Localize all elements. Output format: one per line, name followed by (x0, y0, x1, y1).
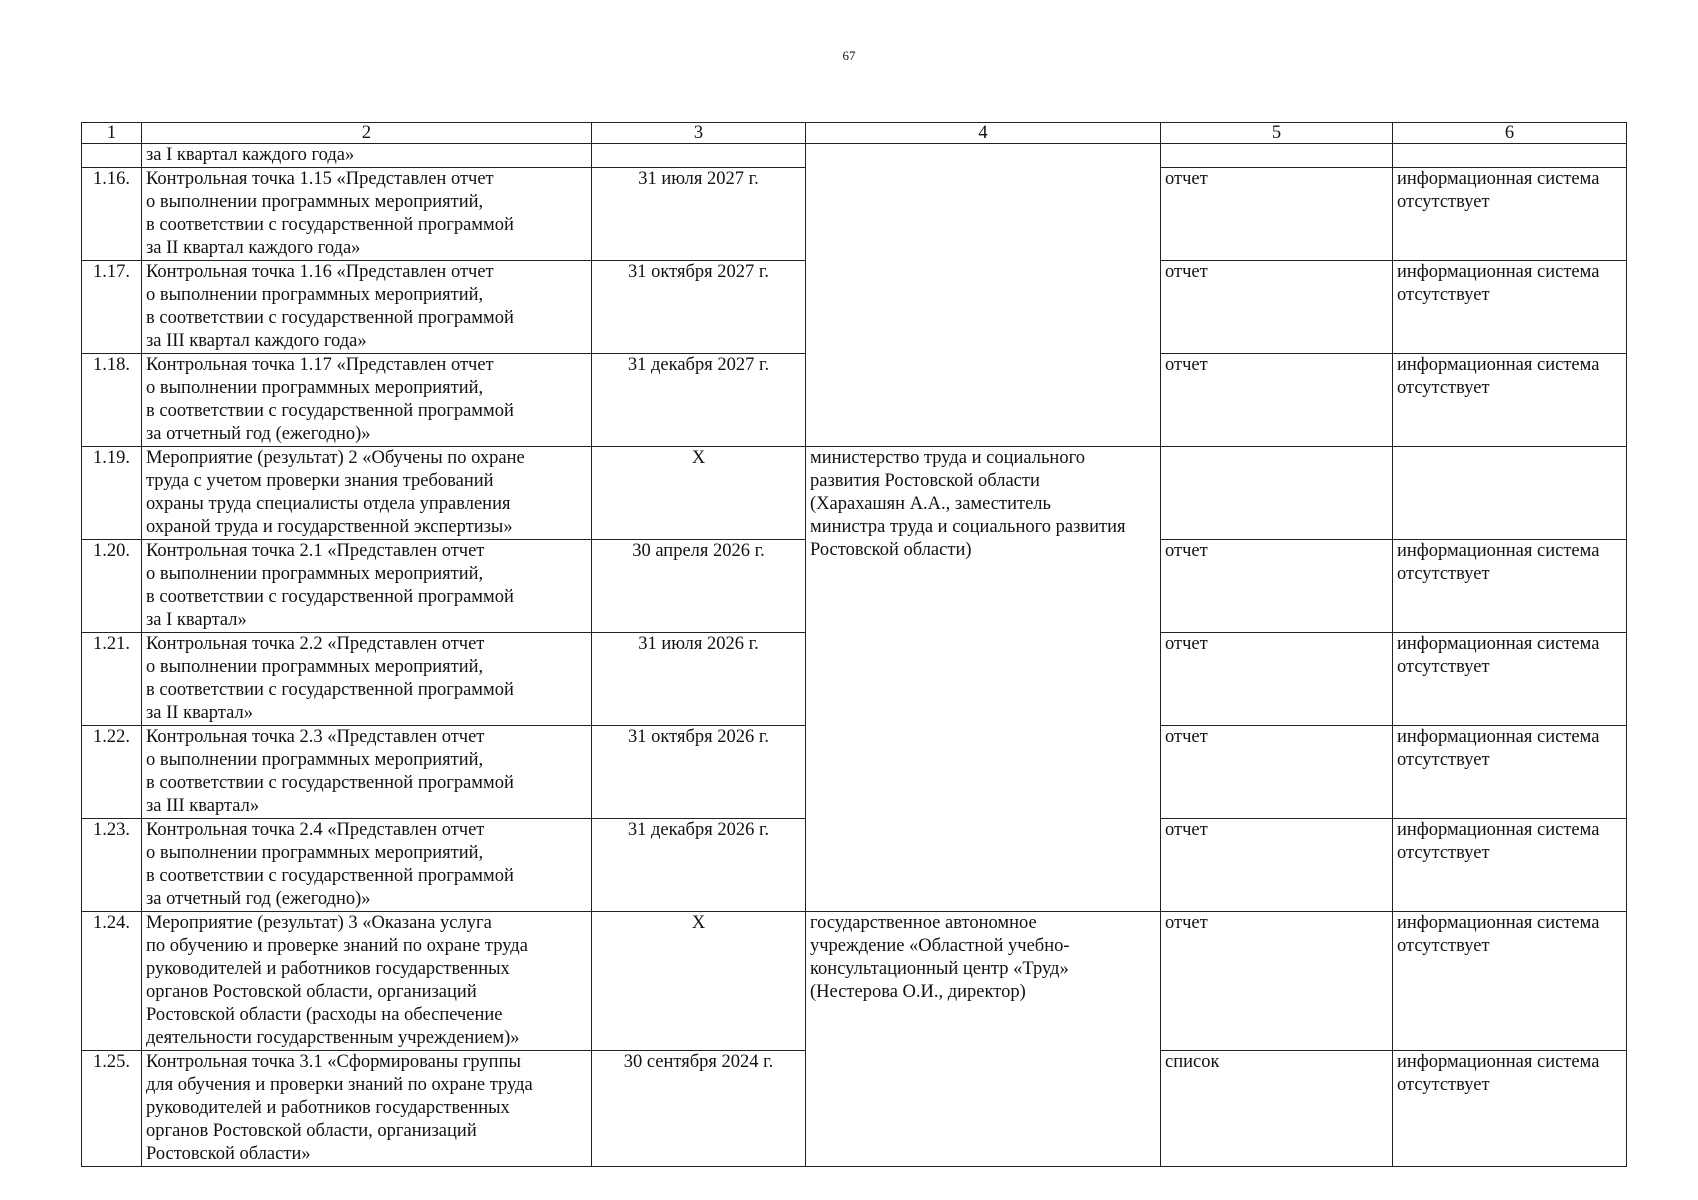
column-header: 3 (592, 123, 806, 144)
deadline-date: 30 сентября 2024 г. (592, 1051, 806, 1167)
information-system: информационная система отсутствует (1393, 633, 1627, 726)
row-number: 1.19. (82, 447, 142, 540)
row-number: 1.17. (82, 261, 142, 354)
information-system: информационная система отсутствует (1393, 726, 1627, 819)
document-type: отчет (1161, 819, 1393, 912)
information-system (1393, 447, 1627, 540)
document-type: отчет (1161, 633, 1393, 726)
information-system: информационная система отсутствует (1393, 819, 1627, 912)
table-row (82, 447, 1627, 540)
measure-description: Мероприятие (результат) 2 «Обучены по охране труда с учетом проверки знания требований охраны труда специалисты отдела управления охраной труда и государственной экспертизы» (142, 447, 592, 540)
responsible-executor: государственное автономное учреждение «Областной учебно- консультационный центр «Труд» (Нестерова О.И., директор) (806, 912, 1161, 1167)
row-number: 1.24. (82, 912, 142, 1051)
information-system: информационная система отсутствует (1393, 354, 1627, 447)
row-number: 1.23. (82, 819, 142, 912)
deadline-date: 31 октября 2026 г. (592, 726, 806, 819)
deadline-date: 31 декабря 2026 г. (592, 819, 806, 912)
deadline-date: 31 декабря 2027 г. (592, 354, 806, 447)
information-system: информационная система отсутствует (1393, 261, 1627, 354)
responsible-cell-empty (806, 144, 1161, 447)
information-system: информационная система отсутствует (1393, 912, 1627, 1051)
document-cell (1161, 144, 1393, 168)
row-number: 1.21. (82, 633, 142, 726)
measures-table (81, 122, 1627, 1167)
measure-description: Мероприятие (результат) 3 «Оказана услуга по обучению и проверке знаний по охране труда руководителей и работников государственных органов Ростовской области, организаций Ростовской области (расходы на обеспечение деятельности государственным учреждением)» (142, 912, 592, 1051)
information-system: информационная система отсутствует (1393, 1051, 1627, 1167)
document-type: отчет (1161, 168, 1393, 261)
row-number: 1.22. (82, 726, 142, 819)
responsible-executor: министерство труда и социального развития Ростовской области (Харахашян А.А., заместитель министра труда и социального развития Ростовской области) (806, 447, 1161, 912)
system-cell (1393, 144, 1627, 168)
column-header: 1 (82, 123, 142, 144)
measure-description: Контрольная точка 2.4 «Представлен отчет о выполнении программных мероприятий, в соответствии с государственной программой за отчетный год (ежегодно)» (142, 819, 592, 912)
column-header: 2 (142, 123, 592, 144)
measure-description: Контрольная точка 2.1 «Представлен отчет о выполнении программных мероприятий, в соответствии с государственной программой за I квартал» (142, 540, 592, 633)
deadline-date: 31 июля 2026 г. (592, 633, 806, 726)
deadline-date: 30 апреля 2026 г. (592, 540, 806, 633)
table-row (82, 912, 1627, 1051)
deadline-date: Х (592, 912, 806, 1051)
document-type: отчет (1161, 540, 1393, 633)
document-type: отчет (1161, 726, 1393, 819)
measure-description: Контрольная точка 3.1 «Сформированы группы для обучения и проверки знаний по охране труда руководителей и работников государственных органов Ростовской области, организаций Ростовской области» (142, 1051, 592, 1167)
continuation-row (82, 144, 1627, 168)
information-system: информационная система отсутствует (1393, 168, 1627, 261)
column-header: 6 (1393, 123, 1627, 144)
measure-description: Контрольная точка 1.15 «Представлен отчет о выполнении программных мероприятий, в соответствии с государственной программой за II квартал каждого года» (142, 168, 592, 261)
measure-description: Контрольная точка 2.2 «Представлен отчет о выполнении программных мероприятий, в соответствии с государственной программой за II квартал» (142, 633, 592, 726)
document-type: список (1161, 1051, 1393, 1167)
information-system: информационная система отсутствует (1393, 540, 1627, 633)
column-header: 4 (806, 123, 1161, 144)
page-number: 67 (842, 48, 856, 63)
row-number: 1.20. (82, 540, 142, 633)
row-number: 1.25. (82, 1051, 142, 1167)
column-header: 5 (1161, 123, 1393, 144)
deadline-date: 31 июля 2027 г. (592, 168, 806, 261)
row-number: 1.18. (82, 354, 142, 447)
deadline-date: Х (592, 447, 806, 540)
document-type: отчет (1161, 354, 1393, 447)
header-row (82, 123, 1627, 144)
deadline-date: 31 октября 2027 г. (592, 261, 806, 354)
document-type: отчет (1161, 261, 1393, 354)
measure-description: Контрольная точка 2.3 «Представлен отчет о выполнении программных мероприятий, в соответствии с государственной программой за III квартал» (142, 726, 592, 819)
measure-description: Контрольная точка 1.17 «Представлен отчет о выполнении программных мероприятий, в соответствии с государственной программой за отчетный год (ежегодно)» (142, 354, 592, 447)
measure-description: Контрольная точка 1.16 «Представлен отчет о выполнении программных мероприятий, в соответствии с государственной программой за III квартал каждого года» (142, 261, 592, 354)
date-cell (592, 144, 806, 168)
document-type: отчет (1161, 912, 1393, 1051)
row-number: 1.16. (82, 168, 142, 261)
continuation-text: за I квартал каждого года» (142, 144, 592, 168)
row-number-cell (82, 144, 142, 168)
document-type (1161, 447, 1393, 540)
